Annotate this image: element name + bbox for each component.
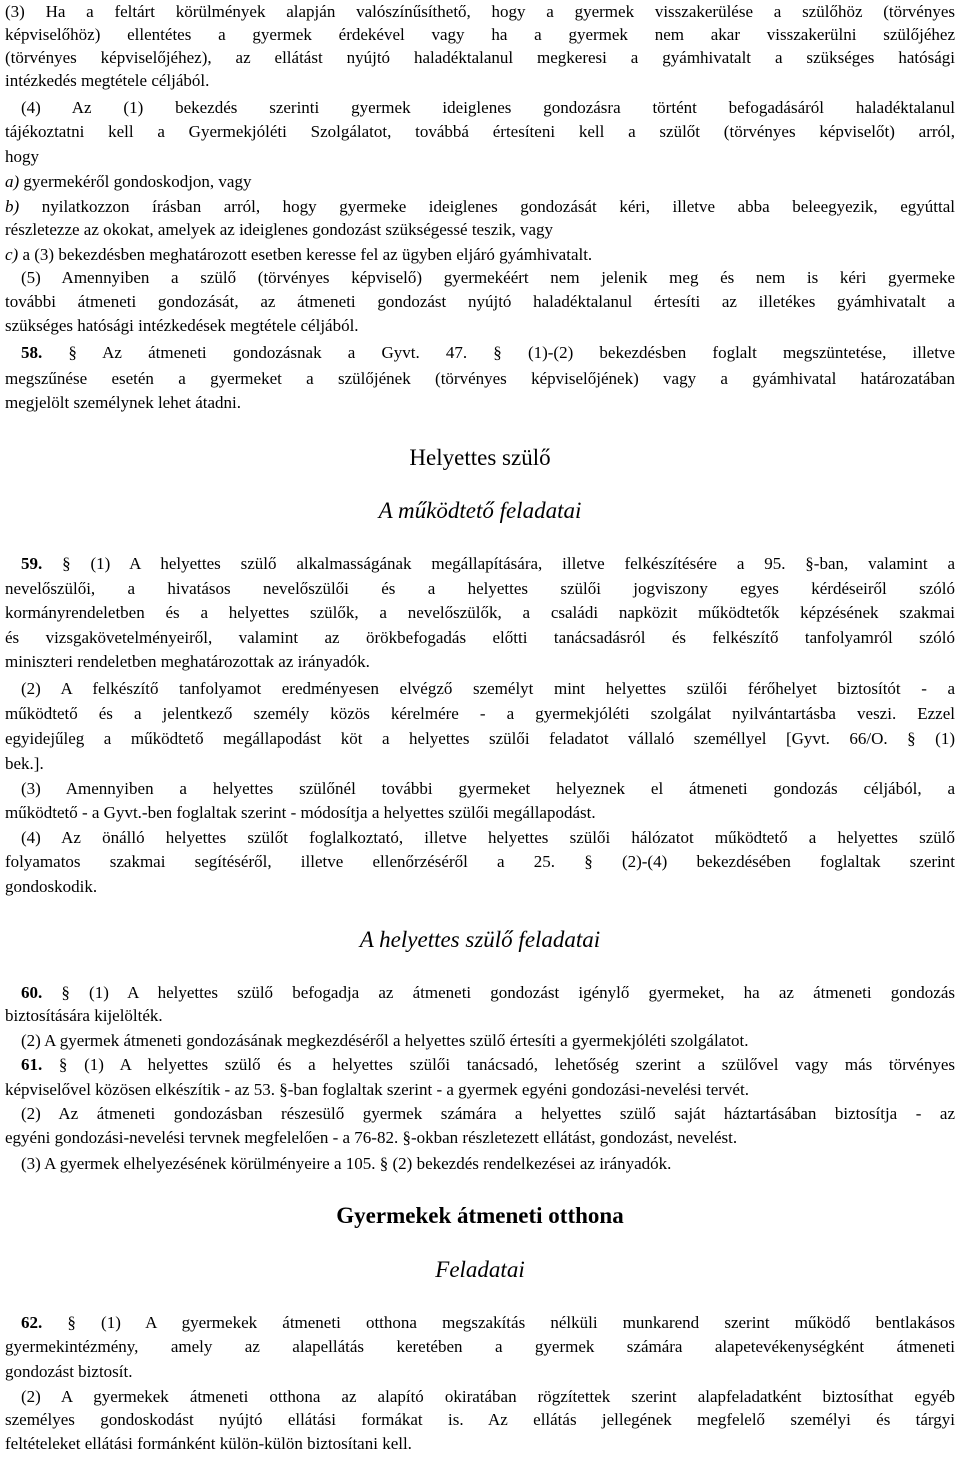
text-line: (törvényes képviselőjéhez), az ellátást nyújtó haladéktalanul megkeresi a gyámhivatalt a szükséges hatósági — [5, 48, 955, 67]
text-line: intézkedés megtétele céljából. — [5, 71, 210, 90]
section-59 — [5, 552, 955, 575]
section-text: § (1) A helyettes szülő befogadja az átmeneti gondozást igénylő gyermeket, ha az átmeneti gondozás — [42, 983, 955, 1002]
text-line: részletezze az okokat, amelyek az ideiglenes gondozást szükségessé teszik, vagy — [5, 220, 554, 239]
text-line: (2) A gyermek átmeneti gondozásának megkezdéséről a helyettes szülő értesíti a gyermekjóléti szolgálatot. — [21, 1031, 749, 1050]
list-text: nyilatkozzon írásban arról, hogy gyermeke ideiglenes gondozását kéri, illetve abba beleegyezik, egyúttal — [19, 197, 955, 216]
text-line: nevelőszülői, a hivatásos nevelőszülői és a helyettes szülői jogviszony egyes kérdéseiről szóló — [5, 579, 955, 598]
list-item-a — [5, 170, 955, 193]
heading-gyermekek-atmeneti-otthona: Gyermekek átmeneti otthona — [336, 1203, 624, 1228]
text-line: személyes gondoskodást nyújtó ellátási formákat is. Az ellátás jellegének megfelelő személyi és tárgyi — [5, 1410, 955, 1429]
list-text: a (3) bekezdésben meghatározott esetben keresse fel az ügyben eljáró gyámhivatalt. — [18, 245, 593, 264]
heading-helyettes-szulo: Helyettes szülő — [409, 445, 551, 470]
heading-mukodteto-feladatai: A működtető feladatai — [378, 498, 582, 523]
list-label: a) — [5, 172, 20, 191]
list-item-c — [5, 243, 955, 266]
section-text: § (1) A helyettes szülő és a helyettes szülői tanácsadó, lehetőség szerint a szülővel vagy más törvényes — [42, 1055, 955, 1074]
text-line: biztosítására kijelölték. — [5, 1006, 163, 1025]
text-line: további átmeneti gondozását, az átmeneti gondozást nyújtó haladéktalanul értesíti az illetékes gyámhivatalt a — [5, 292, 955, 311]
text-line: (3) Amennyiben a helyettes szülőnél további gyermeket helyeznek el átmeneti gondozás céljából, a — [21, 779, 955, 798]
text-line: kormányrendeletben és a helyettes szülők, a nevelőszülők, a családi napközit működtetők képzésének szakmai — [5, 603, 955, 622]
section-61 — [5, 1053, 955, 1076]
section-number: 60. — [21, 983, 43, 1002]
text-line: hogy — [5, 147, 39, 166]
section-number: 59. — [21, 554, 43, 573]
text-line: (4) Az (1) bekezdés szerinti gyermek ideiglenes gondozásra történt befogadásáról haladéktalanul — [21, 98, 955, 117]
heading-helyettes-szulo-feladatai: A helyettes szülő feladatai — [359, 927, 601, 952]
text-line: (3) A gyermek elhelyezésének körülményeire a 105. § (2) bekezdés rendelkezései az irányadók. — [21, 1154, 672, 1173]
text-line: szükséges hatósági intézkedések megtétele céljából. — [5, 316, 359, 335]
section-text: § Az átmeneti gondozásnak a Gyvt. 47. § (1)-(2) bekezdésben foglalt megszüntetése, illetve — [42, 343, 955, 362]
section-text: § (1) A helyettes szülő alkalmasságának megállapítására, illetve felkészítésére a 95. §-ban, valamint a — [42, 554, 955, 573]
text-line: képviselőhöz) ellentétes a gyermek érdekével vagy ha a gyermek nem akar visszakerülni szülőjéhez — [5, 25, 955, 44]
text-line: feltételeket ellátási formánként külön-külön biztosítani kell. — [5, 1434, 412, 1453]
text-line: folyamatos szakmai segítéséről, illetve ellenőrzéséről a 25. § (2)-(4) bekezdésében foglaltak szerint — [5, 852, 955, 871]
text-line: képviselővel közösen elkészítik - az 53. §-ban foglaltak szerint - a gyermek egyéni gondozási-nevelési tervét. — [5, 1080, 749, 1099]
section-number: 62. — [21, 1313, 43, 1332]
text-line: gondoskodik. — [5, 877, 98, 896]
text-line: (2) A gyermekek átmeneti otthona az alapító okiratában rögzítettek szerint alapfeladatként biztosíthat egyéb — [21, 1387, 955, 1406]
text-line: miniszteri rendeletben meghatározottak az irányadók. — [5, 652, 370, 671]
text-line: megszűnése esetén a gyermeket a szülőjének (törvényes képviselőjének) vagy a gyámhivatal határozatában — [5, 369, 955, 388]
section-60 — [5, 981, 955, 1004]
text-line: gyermekintézmény, amely az alapellátás keretében a gyermek számára alapetevékenységként átmeneti — [5, 1337, 955, 1356]
list-text: gyermekéről gondoskodjon, vagy — [19, 172, 252, 191]
text-line: (4) Az önálló helyettes szülőt foglalkoztató, illetve helyettes szülői hálózatot működtető a helyettes szülő — [21, 828, 955, 847]
list-label: c) — [5, 245, 19, 264]
text-line: tájékoztatni kell a Gyermekjóléti Szolgálatot, továbbá értesíteni kell a szülőt (törvényes képviselőt) arról, — [5, 122, 955, 141]
text-line: (2) Az átmeneti gondozásban részesülő gyermek számára a helyettes szülő saját háztartásában biztosítja - az — [21, 1104, 955, 1123]
text-line: működtető - a Gyvt.-ben foglaltak szerint - módosítja a helyettes szülői megállapodást. — [5, 803, 596, 822]
text-line: egyéni gondozási-nevelési tervnek megfelelően - a 76-82. §-okban részletezett ellátást, gondozást, nevelést. — [5, 1128, 738, 1147]
text-line: bek.]. — [5, 754, 44, 773]
text-line: (2) A felkészítő tanfolyamot eredményesen elvégző személyt mint helyettes szülői férőhelyet biztosítót - a — [21, 679, 955, 698]
text-line: és vizsgakövetelményeiről, valamint az örökbefogadás előtti tanácsadásról és felkészítő tanfolyamról szóló — [5, 628, 955, 647]
heading-feladatai: Feladatai — [435, 1257, 525, 1282]
section-text: § (1) A gyermekek átmeneti otthona megszakítás nélküli munkarend szerint működő bentlakásos — [42, 1313, 955, 1332]
text-line: megjelölt személynek lehet átadni. — [5, 393, 242, 412]
section-number: 61. — [21, 1055, 43, 1074]
text-line: gondozást biztosít. — [5, 1362, 133, 1381]
section-58 — [5, 341, 955, 364]
text-line: (5) Amennyiben a szülő (törvényes képviselő) gyermekéért nem jelenik meg és nem is kéri gyermeke — [21, 268, 955, 287]
text-line: működtető és a jelentkező személy közös kérelmére - a gyermekjóléti szolgálat nyilvántartásba veszi. Ezzel — [5, 704, 955, 723]
text-line: egyidejűleg a működtető megállapodást köt a helyettes szülői feladatot vállaló személlyel [Gyvt. 66/O. § (1) — [5, 729, 955, 748]
section-62 — [5, 1311, 955, 1334]
list-item-b — [5, 195, 955, 218]
list-label: b) — [5, 197, 20, 216]
text-line: (3) Ha a feltárt körülmények alapján valószínűsíthető, hogy a gyermek visszakerülése a szülőhöz (törvényes — [5, 2, 955, 21]
section-number: 58. — [21, 343, 43, 362]
